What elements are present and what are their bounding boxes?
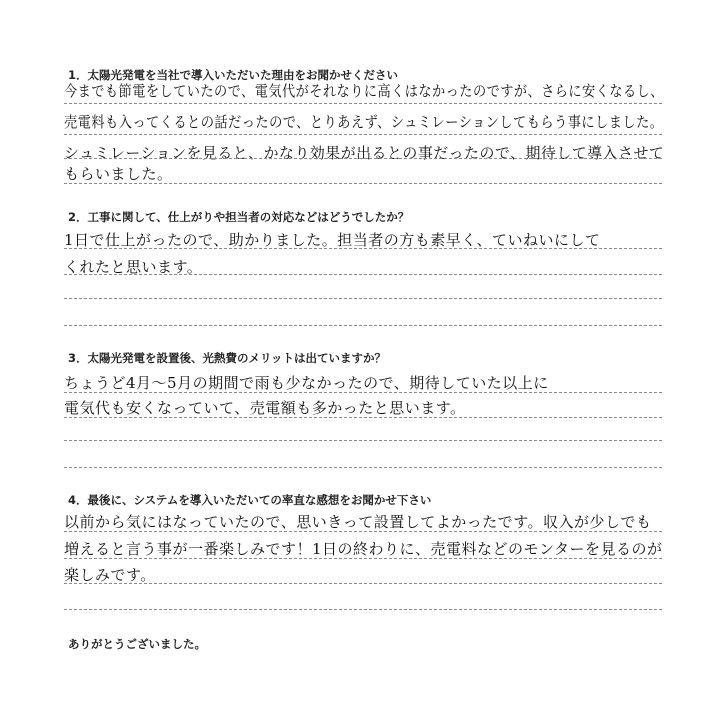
ruled-line [64,134,662,135]
question-2: 2．工事に関して、仕上がりや担当者の対応などはどうでしたか？ [68,210,410,224]
answer-4-line-1: 以前から気にはなっていたので、思いきって設置してよかったです。収入が少しでも [64,513,652,531]
answer-1-line-4: もらいました。 [64,165,173,183]
question-4: 4．最後に、システムを導入いただいての率直な感想をお聞かせ下さい [68,493,432,507]
answer-4-line-2: 増えると言う事が一番楽しみです！1日の終わりに、売電料などのモンターを見るのが [64,540,663,558]
ruled-line [64,158,662,159]
answer-2-line-2: くれたと思います。 [64,258,203,276]
answer-3-line-2: 電気代も安くなっていて、売電額も多かったと思います。 [64,399,466,417]
answer-4-line-3: 楽しみです。 [64,566,156,584]
ruled-line [64,440,662,441]
ruled-line [64,467,662,468]
answer-1-line-3: シュミレーションを見ると、かなり効果が出るとの事だったので、期待して導入させて [64,144,665,162]
ruled-line [64,248,662,249]
ruled-line [64,183,662,184]
answer-1-line-2: 売電料も入ってくるとの話だったので、とりあえず、シュミレーションしてもらう事にしました。 [64,113,664,131]
ruled-line [64,417,662,418]
ruled-line [64,392,662,393]
ruled-line [64,325,662,326]
ruled-line [64,103,662,104]
ruled-line [64,583,662,584]
ruled-line [64,298,662,299]
ruled-line [64,558,662,559]
ruled-line [64,274,662,275]
question-1: 1．太陽光発電を当社で導入いただいた理由をお聞かせください [68,68,398,82]
answer-1-line-1: 今までも節電をしていたので、電気代がそれなりに高くはなかったのですが、さらに安くなるし、 [64,82,664,100]
closing-message: ありがとうございました。 [68,637,206,651]
answer-3-line-1: ちょうど4月～5月の期間で雨も少なかったので、期待していた以上に [64,374,549,392]
ruled-line [64,531,662,532]
question-3: 3．太陽光発電を設置後、光熱費のメリットは出ていますか？ [68,351,387,365]
ruled-line [64,609,662,610]
answer-2-line-1: 1日で仕上がったので、助かりました。担当者の方も素早く、ていねいにして [64,231,601,249]
